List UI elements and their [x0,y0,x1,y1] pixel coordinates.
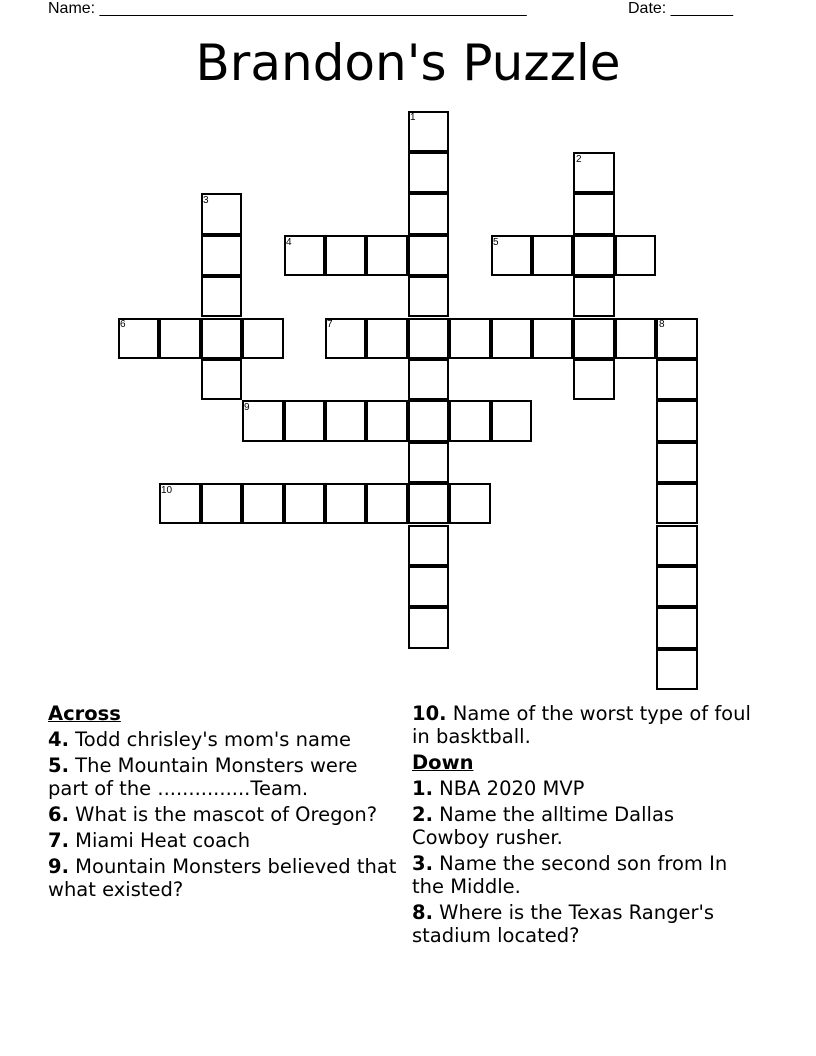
clue-text: What is the mascot of Oregon? [68,803,378,826]
grid-cell[interactable] [656,359,697,400]
grid-cell[interactable] [615,235,656,276]
clue-down-1 [412,777,752,800]
grid-cell[interactable] [408,359,449,400]
grid-cell[interactable] [573,276,614,317]
grid-cell[interactable] [325,400,366,441]
clue-across-6 [48,803,398,826]
grid-cell[interactable] [284,400,325,441]
grid-cell[interactable] [366,235,407,276]
grid-cell[interactable] [408,152,449,193]
grid-cell[interactable] [656,400,697,441]
clues-column-right [412,702,752,950]
grid-cell[interactable] [573,193,614,234]
clue-number-9: 9 [244,402,250,413]
grid-cell[interactable] [242,318,283,359]
grid-cell[interactable] [532,318,573,359]
clue-number-7: 7 [327,319,333,330]
grid-cell[interactable] [408,400,449,441]
grid-cell[interactable] [366,318,407,359]
grid-cell[interactable] [573,235,614,276]
grid-cell[interactable] [366,400,407,441]
grid-cell[interactable] [159,318,200,359]
grid-cell[interactable] [201,483,242,524]
clue-number-2: 2 [576,154,582,165]
across-heading: Across [48,702,121,725]
grid-cell[interactable] [656,483,697,524]
clue-down-2 [412,803,752,849]
grid-cell[interactable] [656,566,697,607]
grid-cell[interactable] [201,318,242,359]
grid-cell[interactable] [325,483,366,524]
grid-cell[interactable] [615,318,656,359]
clue-across-4 [48,728,398,751]
clue-num: 10. [412,702,447,725]
clue-number-4: 4 [286,237,292,248]
clues-column-left [48,702,398,904]
clue-down-8 [412,901,752,947]
name-field-label: Name: ________________________________________________ [48,0,527,17]
grid-cell[interactable] [449,400,490,441]
grid-cell[interactable] [325,235,366,276]
clue-text: Where is the Texas Ranger's stadium located? [412,901,715,947]
clue-text: Name the alltime Dallas Cowboy rusher. [412,803,675,849]
clue-number-8: 8 [659,319,665,330]
clue-text: Name of the worst type of foul in basktball. [412,702,751,748]
grid-cell[interactable] [242,483,283,524]
clue-number-3: 3 [203,195,209,206]
date-field-label: Date: _______ [628,0,733,17]
clue-num: 7. [48,829,69,852]
grid-cell[interactable] [201,359,242,400]
grid-cell[interactable] [284,483,325,524]
clue-text: Name the second son from In the Middle. [412,852,728,898]
clue-across-7 [48,829,398,852]
clue-num: 6. [48,803,69,826]
grid-cell[interactable] [449,483,490,524]
clue-num: 2. [412,803,433,826]
grid-cell[interactable] [201,235,242,276]
grid-cell[interactable] [491,318,532,359]
clue-number-5: 5 [493,237,499,248]
clue-text: Todd chrisley's mom's name [68,728,351,751]
grid-cell[interactable] [366,483,407,524]
grid-cell[interactable] [408,483,449,524]
grid-cell[interactable] [656,649,697,690]
clue-num: 5. [48,754,69,777]
clue-number-10: 10 [161,485,173,496]
clue-num: 3. [412,852,433,875]
clue-num: 1. [412,777,433,800]
grid-cell[interactable] [408,607,449,648]
grid-cell[interactable] [656,607,697,648]
clue-num: 8. [412,901,433,924]
grid-cell[interactable] [491,400,532,441]
grid-cell[interactable] [449,318,490,359]
grid-cell[interactable] [408,318,449,359]
clue-num: 9. [48,855,69,878]
grid-cell[interactable] [408,525,449,566]
grid-cell[interactable] [656,442,697,483]
clue-number-1: 1 [410,112,416,123]
clue-text: Miami Heat coach [68,829,251,852]
clue-across-9 [48,855,398,901]
clue-text: The Mountain Monsters were part of the ...............Team. [48,754,358,800]
grid-cell[interactable] [573,359,614,400]
grid-cell[interactable] [573,318,614,359]
grid-cell[interactable] [408,193,449,234]
clue-number-6: 6 [120,319,126,330]
grid-cell[interactable] [201,276,242,317]
clue-text: NBA 2020 MVP [432,777,585,800]
grid-cell[interactable] [408,442,449,483]
clue-num: 4. [48,728,69,751]
grid-cell[interactable] [408,235,449,276]
grid-cell[interactable] [408,276,449,317]
grid-cell[interactable] [656,525,697,566]
clue-across-10 [412,702,752,748]
clue-across-5 [48,754,398,800]
grid-cell[interactable] [408,566,449,607]
clue-text: Mountain Monsters believed that what existed? [48,855,397,901]
clue-down-3 [412,852,752,898]
grid-cell[interactable] [532,235,573,276]
page-title: Brandon's Puzzle [195,34,621,92]
down-heading: Down [412,751,474,774]
